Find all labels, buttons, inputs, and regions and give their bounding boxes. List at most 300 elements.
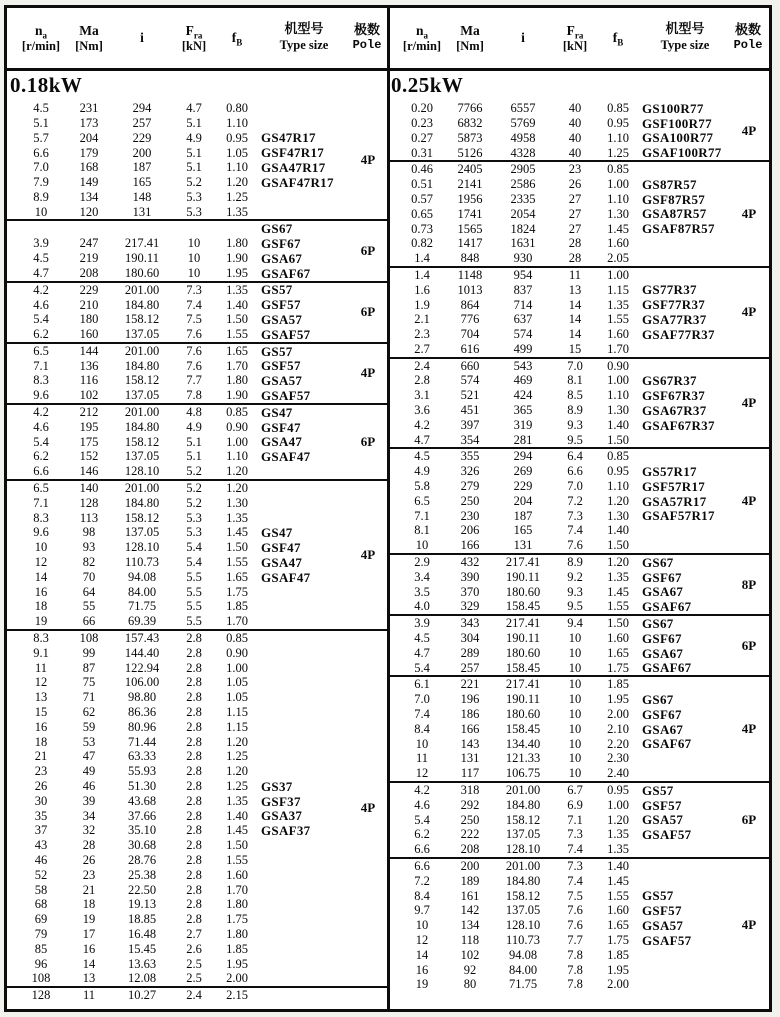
cell-fra: 9.2 xyxy=(567,569,583,584)
table-row xyxy=(15,585,388,600)
cell-i: 69.39 xyxy=(127,614,157,629)
cell-na: 4.9 xyxy=(414,464,430,479)
table-row xyxy=(396,918,769,933)
cell-fb: 0.95 xyxy=(607,783,629,797)
cell-fb: 1.80 xyxy=(226,926,248,941)
cell-fra: 2.4 xyxy=(186,988,202,1003)
cell-na: 3.6 xyxy=(414,403,430,418)
table-row xyxy=(396,162,769,177)
type-size-label: GSF57R17 xyxy=(642,478,706,494)
cell-i: 51.30 xyxy=(127,779,157,793)
cell-i: 158.12 xyxy=(124,312,160,327)
cell-fb: 1.95 xyxy=(607,692,629,707)
cell-i: 98.80 xyxy=(127,690,157,705)
cell-ma: 64 xyxy=(82,584,96,599)
cell-fb: 1.10 xyxy=(226,160,248,175)
cell-fb: 1.30 xyxy=(607,508,629,523)
cell-fb: 2.00 xyxy=(607,977,629,992)
table-row xyxy=(396,585,769,600)
section-blocks xyxy=(7,101,388,1003)
cell-fb: 1.55 xyxy=(226,327,248,342)
cell-i: 190.11 xyxy=(506,569,540,584)
cell-fra: 7.5 xyxy=(567,888,583,903)
type-size-label: GSAF57 xyxy=(642,932,692,948)
cell-na: 14 xyxy=(415,947,429,962)
table-row xyxy=(396,221,769,236)
cell-i: 165 xyxy=(132,175,152,190)
cell-ma: 318 xyxy=(460,783,480,797)
cell-i: 2054 xyxy=(510,206,536,221)
col-header-ma-label: Ma xyxy=(460,23,480,39)
pole-label: 4P xyxy=(741,304,757,320)
cell-ma: 208 xyxy=(79,265,99,280)
cell-na: 37 xyxy=(34,823,48,838)
cell-i: 201.00 xyxy=(124,405,160,420)
cell-fra: 27 xyxy=(568,221,582,236)
table-row xyxy=(15,525,388,540)
cell-na: 30 xyxy=(34,793,48,808)
cell-i: 229 xyxy=(132,130,152,145)
cell-i: 257 xyxy=(132,115,152,130)
table-row xyxy=(396,207,769,222)
type-size-label: GS57 xyxy=(261,282,293,298)
table-row xyxy=(15,420,388,435)
cell-ma: 279 xyxy=(460,479,480,494)
cell-ma: 250 xyxy=(460,493,480,508)
cell-i: 190.11 xyxy=(506,631,540,646)
cell-fb: 1.10 xyxy=(607,191,629,206)
table-row xyxy=(396,631,769,646)
cell-i: 269 xyxy=(513,464,533,479)
cell-fra: 10 xyxy=(187,236,201,251)
table-row xyxy=(396,722,769,737)
col-header-na-unit: [r/min] xyxy=(402,38,442,53)
cell-ma: 222 xyxy=(460,827,480,842)
cell-fb: 0.80 xyxy=(226,101,248,116)
cell-ma: 5873 xyxy=(457,130,483,145)
cell-na: 6.6 xyxy=(33,145,49,160)
cell-fb: 1.65 xyxy=(226,343,248,358)
type-size-label: GS47 xyxy=(261,404,293,420)
cell-na: 5.4 xyxy=(414,660,430,675)
table-row xyxy=(396,842,769,857)
col-header-na xyxy=(15,23,67,53)
cell-fra: 40 xyxy=(568,101,582,116)
table-row xyxy=(396,101,769,116)
cell-i: 128.10 xyxy=(124,540,160,555)
cell-na: 9.7 xyxy=(414,903,430,918)
cell-na: 0.20 xyxy=(411,101,433,116)
table-row xyxy=(396,798,769,813)
cell-fb: 1.10 xyxy=(226,449,248,464)
col-header-ma xyxy=(67,23,111,53)
table-row xyxy=(396,131,769,146)
cell-na: 10 xyxy=(415,736,429,751)
type-size-label: GS100R77 xyxy=(642,100,704,116)
cell-fra: 11 xyxy=(568,267,582,282)
cell-fb: 2.20 xyxy=(607,736,629,751)
cell-ma: 329 xyxy=(460,599,480,614)
cell-fb: 1.00 xyxy=(226,660,248,675)
model-block xyxy=(7,481,388,631)
cell-na: 10 xyxy=(34,204,48,219)
table-row xyxy=(15,646,388,661)
cell-ma: 370 xyxy=(460,584,480,599)
cell-i: 158.12 xyxy=(124,373,160,388)
cell-i: 184.80 xyxy=(124,358,160,373)
cell-i: 281 xyxy=(513,432,533,447)
cell-na: 2.3 xyxy=(414,327,430,342)
cell-fra: 8.1 xyxy=(567,373,583,388)
table-row xyxy=(396,933,769,948)
cell-fb: 1.20 xyxy=(226,764,248,779)
cell-i: 4958 xyxy=(510,130,536,145)
table-row xyxy=(15,853,388,868)
col-header-pole-unit: Pole xyxy=(352,37,382,52)
cell-i: 184.80 xyxy=(124,297,160,312)
cell-fb: 2.15 xyxy=(226,988,248,1003)
cell-fb: 0.90 xyxy=(607,358,629,373)
cell-i: 71.75 xyxy=(508,977,538,992)
cell-fra: 7.8 xyxy=(567,962,583,977)
cell-fra: 8.9 xyxy=(567,555,583,570)
cell-fra: 2.8 xyxy=(186,675,202,690)
pole-label: 6P xyxy=(360,433,376,449)
cell-fb: 1.95 xyxy=(607,962,629,977)
cell-i: 180.60 xyxy=(505,645,541,660)
cell-ma: 230 xyxy=(460,508,480,523)
table-row xyxy=(15,283,388,298)
type-size-label: GSF47R17 xyxy=(261,145,325,161)
pole-label: 4P xyxy=(360,546,376,562)
cell-na: 1.6 xyxy=(414,282,430,297)
cell-fb: 1.60 xyxy=(607,327,629,342)
type-size-label: GS67 xyxy=(642,691,674,707)
cell-na: 4.2 xyxy=(414,783,430,797)
cell-i: 137.05 xyxy=(124,525,160,540)
cell-fra: 5.3 xyxy=(186,525,202,540)
cell-ma: 26 xyxy=(82,852,96,867)
type-size-label: GSF67 xyxy=(642,569,682,585)
cell-fra: 5.2 xyxy=(186,464,202,479)
table-row xyxy=(15,327,388,342)
cell-fb: 1.75 xyxy=(226,912,248,927)
cell-fra: 7.4 xyxy=(186,297,202,312)
cell-fb: 1.00 xyxy=(607,267,629,282)
cell-i: 84.00 xyxy=(508,962,538,977)
cell-i: 55.93 xyxy=(127,764,157,779)
cell-na: 5.4 xyxy=(33,312,49,327)
cell-na: 3.5 xyxy=(414,584,430,599)
cell-fb: 1.80 xyxy=(226,373,248,388)
cell-fra: 40 xyxy=(568,115,582,130)
cell-na: 69 xyxy=(34,912,48,927)
cell-fra: 5.2 xyxy=(186,495,202,510)
cell-na: 3.1 xyxy=(414,388,430,403)
cell-fb: 1.40 xyxy=(607,523,629,538)
cell-ma: 257 xyxy=(460,660,480,675)
cell-ma: 128 xyxy=(79,495,99,510)
type-size-label: GSA67 xyxy=(642,584,684,600)
table-row xyxy=(396,555,769,570)
type-size-label: GS37 xyxy=(261,778,293,794)
cell-ma: 660 xyxy=(460,358,480,373)
table-row xyxy=(15,266,388,281)
cell-fra: 7.6 xyxy=(567,918,583,933)
cell-na: 3.4 xyxy=(414,569,430,584)
cell-ma: 173 xyxy=(79,115,99,130)
cell-ma: 144 xyxy=(79,343,99,358)
cell-fra: 7.0 xyxy=(567,479,583,494)
cell-na: 1.4 xyxy=(414,251,430,266)
table-row xyxy=(396,677,769,692)
cell-na: 9.6 xyxy=(33,388,49,403)
cell-i: 158.12 xyxy=(124,510,160,525)
cell-ma: 134 xyxy=(79,189,99,204)
cell-ma: 1565 xyxy=(457,221,483,236)
cell-fra: 14 xyxy=(568,297,582,312)
col-header-fra-label: $F_{ra}$ xyxy=(185,23,203,41)
table-row xyxy=(15,101,388,116)
cell-i: 201.00 xyxy=(124,282,160,297)
table-row xyxy=(396,494,769,509)
cell-i: 128.10 xyxy=(505,918,541,933)
cell-na: 16 xyxy=(34,584,48,599)
cell-fra: 2.8 xyxy=(186,867,202,882)
table-row xyxy=(15,705,388,720)
cell-fra: 7.3 xyxy=(567,858,583,873)
cell-ma: 196 xyxy=(460,692,480,707)
cell-i: 294 xyxy=(513,449,533,464)
type-size-label: GSA87R57 xyxy=(642,206,707,222)
col-header-i xyxy=(111,30,173,46)
cell-fb: 2.40 xyxy=(607,766,629,781)
model-block xyxy=(7,283,388,344)
cell-fb: 1.25 xyxy=(226,189,248,204)
cell-fra: 5.5 xyxy=(186,614,202,629)
cell-ma: 221 xyxy=(460,677,480,692)
table-row xyxy=(15,359,388,374)
cell-i: 187 xyxy=(513,508,533,523)
cell-fra: 7.3 xyxy=(567,508,583,523)
table-row xyxy=(15,882,388,897)
pole-label: 4P xyxy=(360,152,376,168)
table-row xyxy=(15,720,388,735)
cell-fb: 1.40 xyxy=(607,417,629,432)
cell-fb: 1.45 xyxy=(607,221,629,236)
cell-na: 19 xyxy=(415,977,429,992)
cell-na: 26 xyxy=(34,779,48,793)
cell-i: 158.12 xyxy=(505,888,541,903)
cell-i: 4328 xyxy=(510,145,536,160)
cell-i: 137.05 xyxy=(124,388,160,403)
col-header-type xyxy=(259,23,349,52)
cell-i: 714 xyxy=(513,297,533,312)
table-row xyxy=(396,707,769,722)
table-row xyxy=(396,660,769,675)
col-header-fb xyxy=(215,30,259,46)
cell-na: 7.4 xyxy=(414,707,430,722)
cell-ma: 247 xyxy=(79,236,99,251)
cell-ma: 14 xyxy=(82,956,96,971)
cell-na: 35 xyxy=(34,808,48,823)
cell-fra: 7.3 xyxy=(186,282,202,297)
type-size-label: GSAF67 xyxy=(642,736,692,752)
table-row xyxy=(15,344,388,359)
table-row xyxy=(396,736,769,751)
cell-fra: 5.3 xyxy=(186,204,202,219)
cell-fb: 1.20 xyxy=(607,812,629,827)
cell-na: 46 xyxy=(34,852,48,867)
cell-fra: 7.0 xyxy=(567,358,583,373)
cell-fra: 5.5 xyxy=(186,599,202,614)
cell-na: 6.6 xyxy=(414,858,430,873)
cell-ma: 390 xyxy=(460,569,480,584)
table-row xyxy=(15,764,388,779)
table-row xyxy=(396,646,769,661)
cell-fra: 2.8 xyxy=(186,912,202,927)
col-header-fra-unit: [kN] xyxy=(562,38,588,53)
cell-ma: 1956 xyxy=(457,191,483,206)
cell-ma: 864 xyxy=(460,297,480,312)
cell-i: 184.80 xyxy=(505,797,541,812)
cell-ma: 200 xyxy=(460,858,480,873)
cell-ma: 397 xyxy=(460,417,480,432)
table-row xyxy=(396,312,769,327)
table-row xyxy=(396,449,769,464)
cell-fb: 1.00 xyxy=(607,177,629,192)
cell-ma: 93 xyxy=(82,540,96,555)
cell-fb: 1.15 xyxy=(607,282,629,297)
cell-fra: 10 xyxy=(568,766,582,781)
cell-na: 4.5 xyxy=(33,251,49,266)
cell-fra: 7.6 xyxy=(186,358,202,373)
cell-fra: 10 xyxy=(568,707,582,722)
type-size-label: GSA67R37 xyxy=(642,402,707,418)
cell-na: 6.2 xyxy=(33,449,49,464)
table-row xyxy=(15,868,388,883)
cell-i: 94.08 xyxy=(127,569,157,584)
cell-na: 5.4 xyxy=(33,434,49,449)
type-size-label: GS47 xyxy=(261,525,293,541)
table-row xyxy=(15,297,388,312)
table-row xyxy=(15,838,388,853)
type-size-label: GSF87R57 xyxy=(642,191,706,207)
cell-fb: 1.50 xyxy=(607,432,629,447)
cell-i: 180.60 xyxy=(124,265,160,280)
type-size-label: GSA77R37 xyxy=(642,312,707,328)
cell-ma: 704 xyxy=(460,327,480,342)
table-row xyxy=(396,192,769,207)
cell-ma: 55 xyxy=(82,599,96,614)
cell-fra: 5.5 xyxy=(186,569,202,584)
cell-i: 35.10 xyxy=(127,823,157,838)
table-row xyxy=(15,912,388,927)
cell-ma: 39 xyxy=(82,793,96,808)
col-header-type-label: 机型号 xyxy=(665,22,705,38)
cell-na: 1.9 xyxy=(414,297,430,312)
type-size-label: GSA57 xyxy=(261,312,303,328)
col-header-ma-unit: [Nm] xyxy=(456,38,484,53)
pole-label: 6P xyxy=(360,242,376,258)
cell-ma: 2405 xyxy=(457,162,483,177)
cell-ma: 166 xyxy=(460,538,480,553)
cell-na: 7.0 xyxy=(414,692,430,707)
cell-na: 6.2 xyxy=(33,327,49,342)
cell-fb: 0.95 xyxy=(607,464,629,479)
type-size-label: GSAF37 xyxy=(261,823,311,839)
cell-i: 180.60 xyxy=(505,584,541,599)
model-block xyxy=(388,783,769,859)
cell-na: 12 xyxy=(415,932,429,947)
cell-i: 121.33 xyxy=(505,751,541,766)
cell-na: 2.7 xyxy=(414,341,430,356)
table-row xyxy=(396,692,769,707)
cell-i: 148 xyxy=(132,189,152,204)
cell-na: 4.6 xyxy=(33,419,49,434)
cell-i: 137.05 xyxy=(124,449,160,464)
cell-na: 11 xyxy=(415,751,429,766)
cell-na: 6.5 xyxy=(33,343,49,358)
cell-fb: 0.85 xyxy=(226,631,248,646)
cell-ma: 18 xyxy=(82,897,96,912)
cell-ma: 292 xyxy=(460,797,480,812)
cell-fb: 1.00 xyxy=(607,797,629,812)
cell-fb: 1.55 xyxy=(226,555,248,570)
cell-na: 0.51 xyxy=(411,177,433,192)
cell-fra: 5.4 xyxy=(186,540,202,555)
cell-ma: 80 xyxy=(463,977,477,992)
cell-ma: 161 xyxy=(460,888,480,903)
col-header-pole xyxy=(730,24,766,53)
table-row xyxy=(15,435,388,450)
type-size-label: GSA67 xyxy=(261,250,303,266)
cell-i: 217.41 xyxy=(505,677,541,692)
cell-fb: 2.05 xyxy=(607,251,629,266)
cell-i: 18.85 xyxy=(127,912,157,927)
cell-ma: 250 xyxy=(460,812,480,827)
cell-i: 71.44 xyxy=(127,734,157,749)
cell-na: 16 xyxy=(34,719,48,734)
cell-na: 7.1 xyxy=(33,495,49,510)
table-row xyxy=(15,555,388,570)
cell-fb: 1.50 xyxy=(607,616,629,631)
cell-ma: 149 xyxy=(79,175,99,190)
type-size-label: GSAF67 xyxy=(261,265,311,281)
cell-fb: 1.50 xyxy=(226,838,248,853)
cell-fra: 10 xyxy=(568,677,582,692)
cell-fra: 2.8 xyxy=(186,719,202,734)
table-row xyxy=(15,116,388,131)
cell-i: 158.12 xyxy=(124,434,160,449)
cell-ma: 776 xyxy=(460,312,480,327)
cell-na: 7.0 xyxy=(33,160,49,175)
model-block xyxy=(7,101,388,221)
table-row xyxy=(396,145,769,160)
type-size-label: GSA47R17 xyxy=(261,160,326,176)
cell-fra: 10 xyxy=(568,692,582,707)
table-row xyxy=(396,403,769,418)
cell-i: 187 xyxy=(132,160,152,175)
cell-na: 4.5 xyxy=(414,449,430,464)
cell-i: 201.00 xyxy=(124,481,160,496)
cell-ma: 616 xyxy=(460,341,480,356)
cell-fb: 1.40 xyxy=(607,858,629,873)
table-row xyxy=(396,538,769,553)
cell-fra: 9.5 xyxy=(567,432,583,447)
table-row xyxy=(15,190,388,205)
cell-i: 137.05 xyxy=(505,827,541,842)
